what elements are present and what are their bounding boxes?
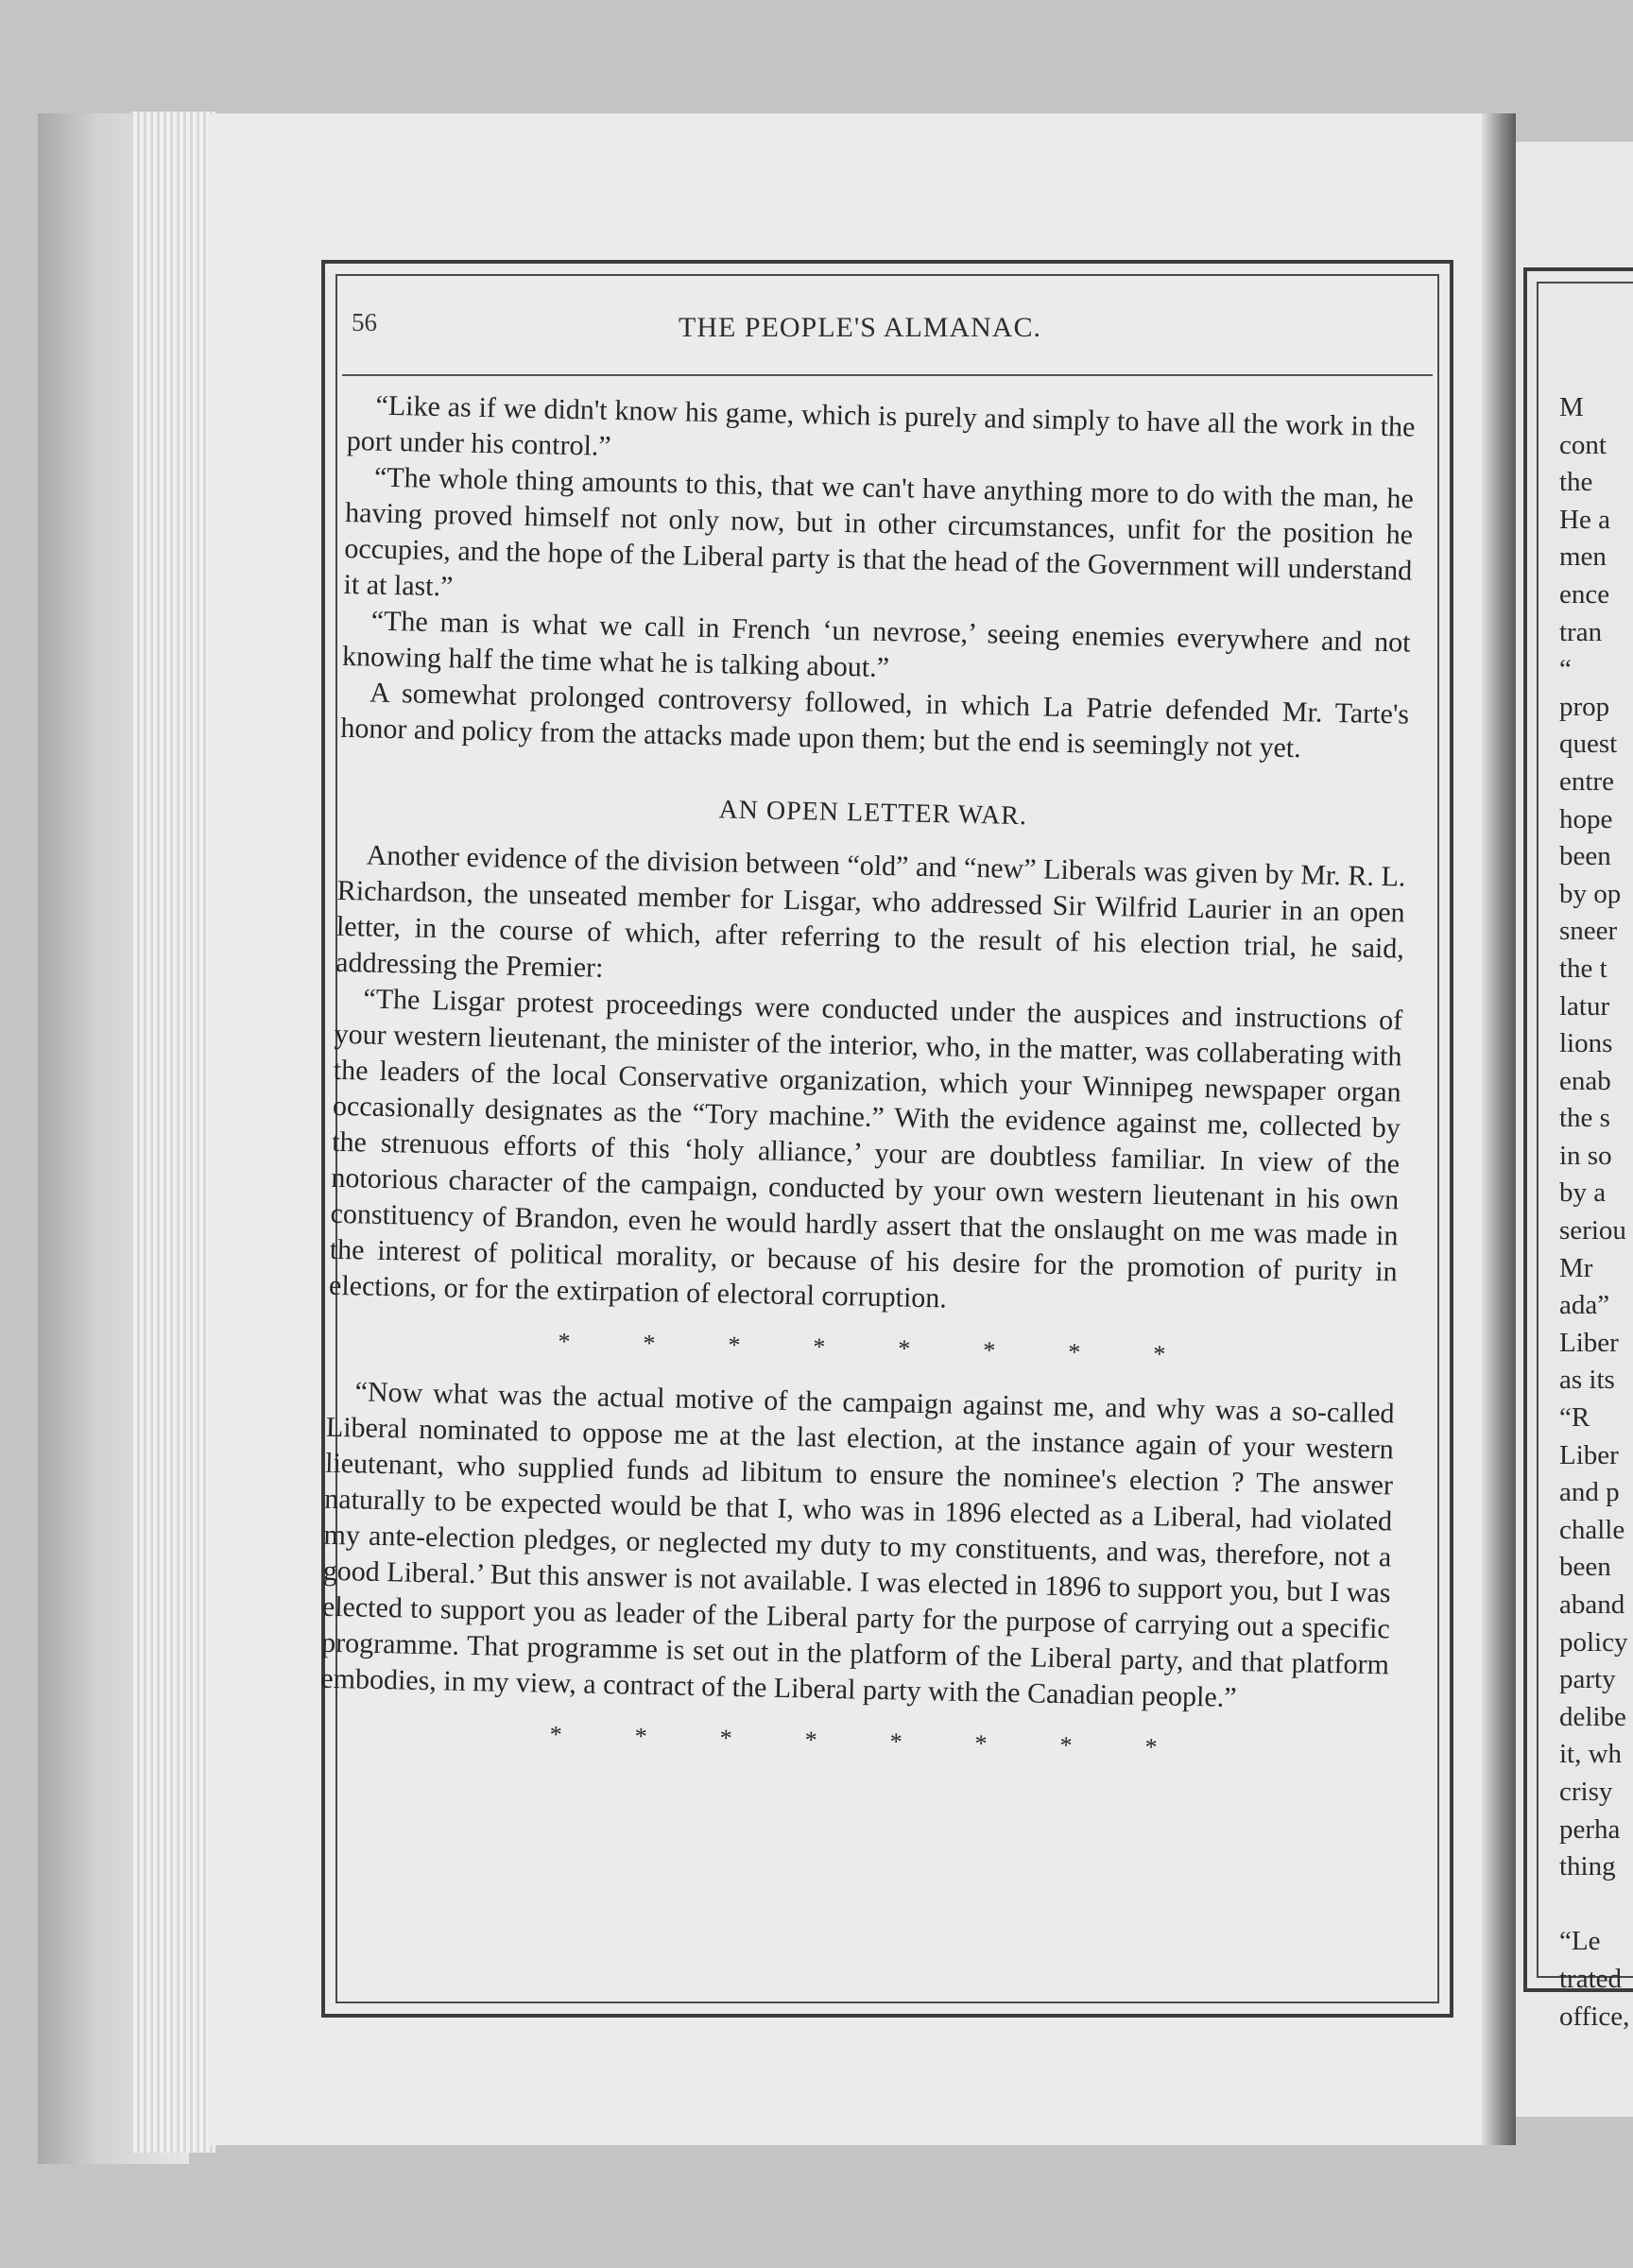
facing-page-line: M	[1559, 392, 1584, 422]
facing-page-line: “R	[1559, 1402, 1590, 1434]
paragraph-1: “Like as if we didn't know his game, which is purely and simply to have all the work in the port under his control.”	[346, 389, 1416, 462]
facing-page-line: and p	[1559, 1477, 1620, 1508]
separator-star: *	[1059, 1731, 1073, 1760]
facing-page-line: by op	[1559, 878, 1622, 909]
header-rule	[342, 374, 1433, 376]
separator-star: *	[804, 1726, 817, 1754]
separator-star: *	[889, 1727, 902, 1756]
separator-star: *	[1144, 1732, 1158, 1761]
paragraph-5: Another evidence of the division between “old” and “new” Liberals was given by Mr. R. L. Richardson, the unseated member for Lisgar, who addressed Sir Wilfrid Laurier in an open letter, in the course of which, after referring to the result of his election trial, he said, addressing the Premier:	[335, 839, 1406, 984]
facing-page-line: He a	[1559, 504, 1610, 535]
facing-page-line: policy	[1559, 1626, 1628, 1658]
facing-page-line: the s	[1559, 1103, 1610, 1134]
paragraph-4: A somewhat prolonged controversy followed, in which La Patrie defended Mr. Tarte's honor and policy from the attacks made upon them; but the end is seemingly not yet.	[340, 677, 1410, 765]
facing-page-line: cont	[1559, 429, 1607, 460]
book-gutter	[1482, 113, 1516, 2145]
page-body	[318, 387, 1415, 1789]
separator-star: *	[719, 1724, 732, 1752]
facing-page-line: prop	[1559, 691, 1610, 722]
facing-page-line: as its	[1559, 1365, 1615, 1396]
paragraph-6: “The Lisgar protest proceedings were conducted under the auspices and instructions of your western lieutenant, the minister of the interior, who, in the matter, was collaberating with the leaders of the local Conservative organization, which your Winnipeg newspaper organ occasionally designates as the “Tory machine.” With the evidence against me, collected by the strenuous efforts of this ‘holy alliance,’ your are doubtless familiar. In view of the notorious character of the campaign, conducted by your own western lieutenant in his own constituency of Brandon, even he would hardly assert that the onslaught on me was made in the interest of political morality, or because of his desire for the promotion of purity in elections, or for the extirpation of electoral corruption.	[328, 983, 1403, 1314]
facing-page-line: been	[1559, 841, 1611, 872]
separator-star: *	[549, 1720, 562, 1749]
facing-page-line: it, wh	[1559, 1739, 1623, 1770]
facing-page-line: ada”	[1559, 1290, 1610, 1321]
facing-page-line: aband	[1559, 1589, 1625, 1620]
facing-page-line: “Le	[1559, 1926, 1601, 1957]
facing-page-line: men	[1559, 541, 1607, 573]
facing-page-line: perha	[1559, 1813, 1621, 1845]
facing-page-line: entre	[1559, 765, 1614, 797]
paragraph-3: “The man is what we call in French ‘un nevrose,’ seeing enemies everywhere and not knowing half the time what he is talking about.”	[341, 605, 1411, 684]
facing-page-line: lions	[1559, 1028, 1613, 1059]
separator-star: *	[1152, 1340, 1166, 1368]
facing-page-line: by a	[1559, 1177, 1607, 1209]
separator-star: *	[643, 1329, 656, 1358]
facing-page-line: sneer	[1559, 916, 1618, 947]
facing-page-line: Liber	[1559, 1327, 1619, 1358]
facing-page-line: crisy	[1559, 1776, 1613, 1807]
facing-page-line: party	[1559, 1664, 1616, 1695]
facing-page-line: in so	[1559, 1140, 1612, 1171]
separator-star: *	[728, 1331, 741, 1359]
separator-star: *	[1067, 1338, 1081, 1366]
facing-page-line: seriou	[1559, 1215, 1626, 1246]
section-heading: AN OPEN LETTER WAR.	[718, 795, 1028, 832]
asterisk-separator	[513, 1716, 1195, 1766]
facing-page-line: the	[1559, 467, 1593, 498]
facing-page-line: quest	[1559, 729, 1618, 760]
facing-page-line: Mr	[1559, 1252, 1593, 1283]
page-number: 56	[352, 308, 377, 336]
facing-page-line: latur	[1559, 990, 1610, 1022]
separator-star: *	[558, 1327, 571, 1356]
separator-star: *	[974, 1729, 988, 1758]
paragraph-2: “The whole thing amounts to this, that we can't have anything more to do with the man, he having proved himself not only now, but in other circumstances, unfit for the position he occupies, and the hope of the Liberal party is that the head of the Government will understand it at last.”	[343, 461, 1415, 603]
facing-page-line: trated	[1559, 1963, 1623, 1994]
facing-page-line: enab	[1559, 1065, 1611, 1096]
running-head: THE PEOPLE'S ALMANAC.	[679, 312, 1041, 343]
facing-page-line: hope	[1559, 803, 1613, 834]
facing-page-line: thing	[1559, 1851, 1616, 1882]
facing-page-line: tran	[1559, 616, 1603, 647]
page-edges	[130, 112, 215, 2153]
facing-page-line: challe	[1559, 1514, 1625, 1545]
paragraph-7: “Now what was the actual motive of the campaign against me, and why was a so-called Liberal nominated to oppose me at the last election, at the instance again of your western lieutenant, who supplied funds ad libitum to ensure the nominee's election ? The answer naturally to be expected would be that I, who was in 1896 elected as a Liberal, had violated my ante-election pledges, or neglected my duty to my constituents, and was, therefore, not a good Liberal.’ But this answer is not available. I was elected in 1896 to support you, but I was elected to support you as leader of the Liberal party for the purpose of carrying out a specific programme. That programme is set out in the platform of the Liberal party, and that platform embodies, in my view, a contract of the Liberal party with the Canadian people.”	[320, 1376, 1395, 1713]
separator-star: *	[813, 1332, 826, 1361]
facing-page-line: delibe	[1559, 1701, 1626, 1732]
separator-star: *	[898, 1334, 911, 1363]
facing-page-line: the t	[1559, 953, 1607, 984]
facing-page-line	[1559, 1886, 1629, 1924]
facing-page-text	[1559, 389, 1629, 2036]
facing-page-line: office,	[1559, 2001, 1630, 2032]
facing-page-line: ence	[1559, 578, 1610, 610]
facing-page-line: Liber	[1559, 1439, 1619, 1470]
facing-page-line: been	[1559, 1552, 1611, 1583]
separator-star: *	[634, 1722, 647, 1750]
asterisk-separator	[522, 1323, 1203, 1373]
separator-star: *	[983, 1336, 996, 1365]
facing-page-line: “	[1559, 654, 1572, 685]
